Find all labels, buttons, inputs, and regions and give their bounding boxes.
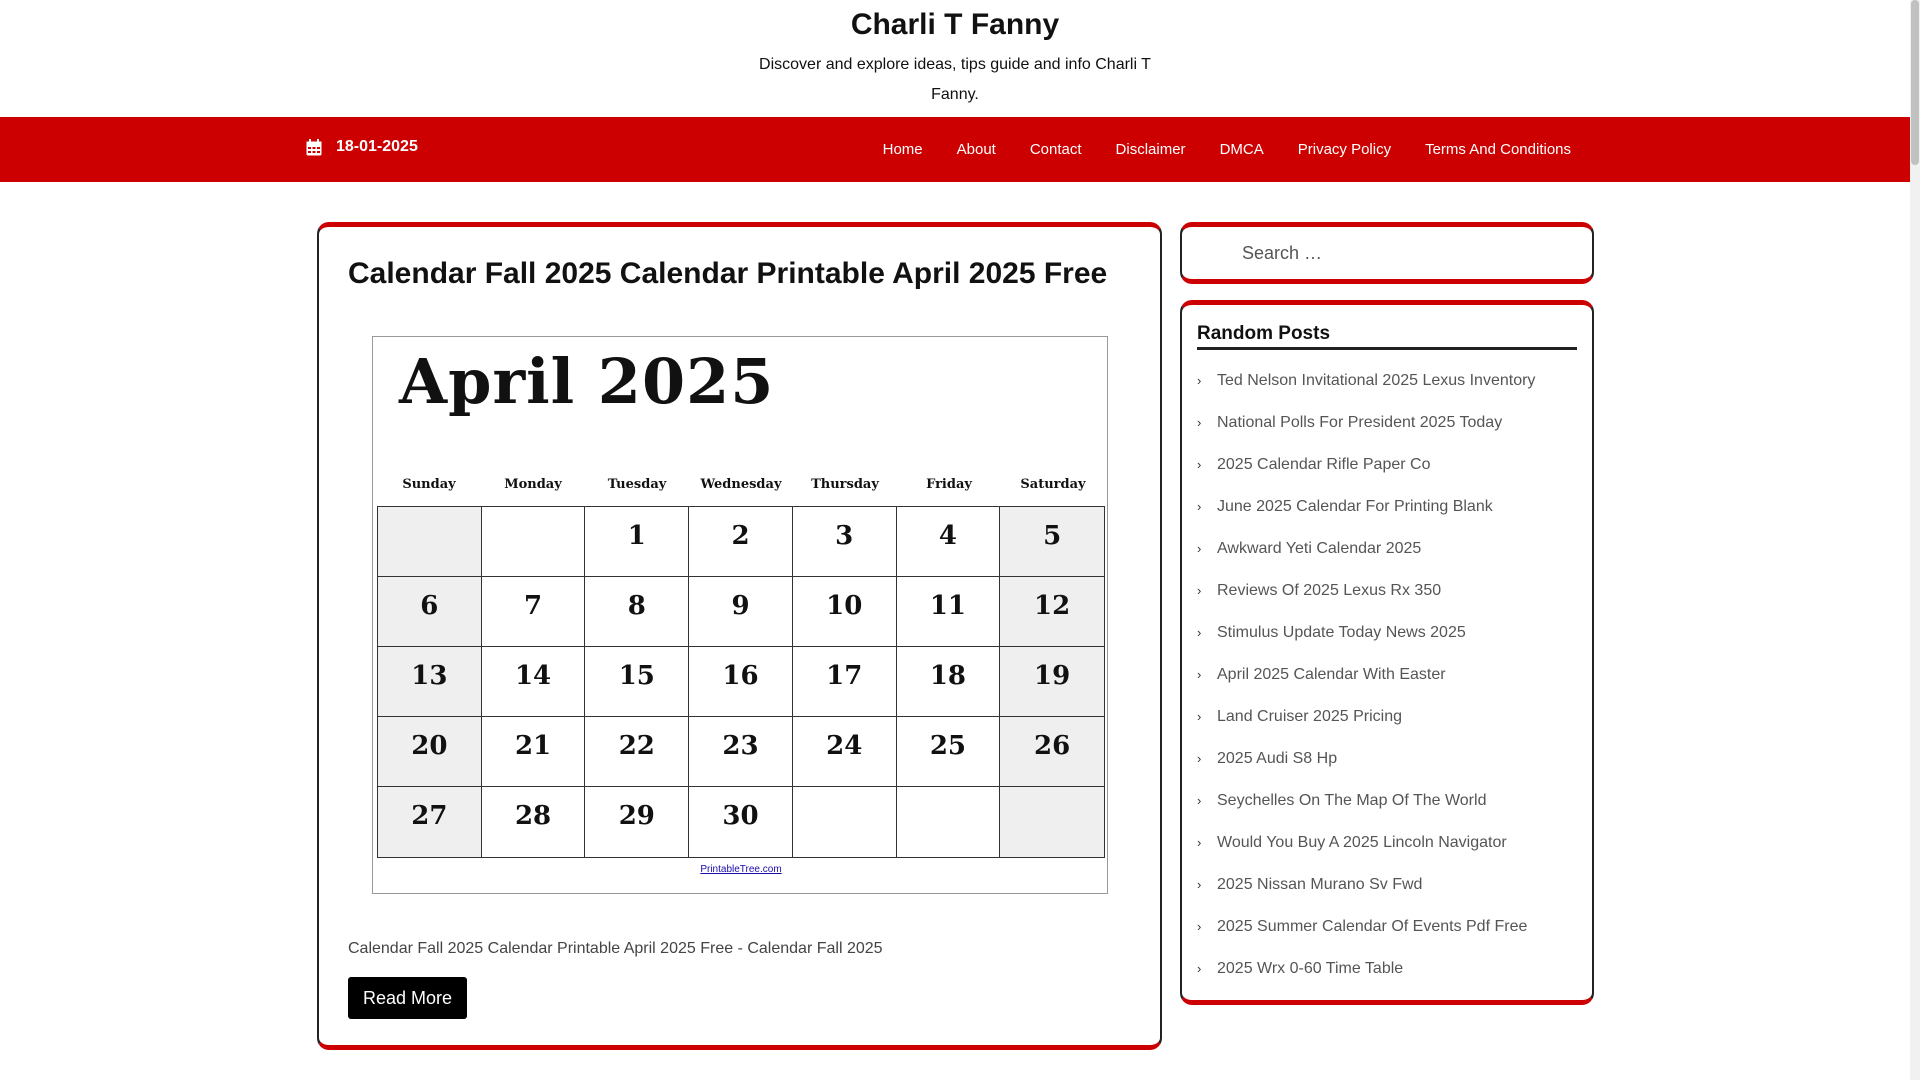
random-post-title: June 2025 Calendar For Printing Blank [1217, 498, 1493, 515]
page-scrollbar[interactable] [1910, 0, 1920, 1080]
calendar-day-cell: 4 [897, 507, 1001, 577]
calendar-day-cell: 7 [482, 577, 586, 647]
random-post-link[interactable] [1197, 528, 1577, 570]
weekday-label: Sunday [402, 477, 456, 492]
calendar-heading: April 2025 [399, 345, 775, 418]
image-credit-link: PrintableTree.com [700, 864, 782, 875]
weekday-label: Saturday [1020, 477, 1086, 492]
calendar-day-cell: 16 [689, 647, 793, 717]
calendar-day-cell: 2 [689, 507, 793, 577]
chevron-right-icon: › [1197, 877, 1202, 892]
calendar-day-cell: 10 [793, 577, 897, 647]
chevron-right-icon: › [1197, 709, 1202, 724]
calendar-day-cell: 23 [689, 717, 793, 787]
chevron-right-icon: › [1197, 919, 1202, 934]
random-post-title: National Polls For President 2025 Today [1217, 414, 1503, 431]
read-more-button[interactable]: Read More [348, 977, 467, 1019]
calendar-day-cell: 24 [793, 717, 897, 787]
random-post-link[interactable] [1197, 444, 1577, 486]
calendar-day-cell: 28 [482, 787, 586, 857]
calendar-day-cell: 8 [585, 577, 689, 647]
post-card [317, 222, 1162, 1050]
chevron-right-icon: › [1197, 499, 1202, 514]
site-title[interactable]: Charli T Fanny [850, 8, 1060, 41]
calendar-day-cell [897, 787, 1001, 857]
weekday-label: Monday [504, 477, 562, 492]
calendar-day-cell: 22 [585, 717, 689, 787]
random-post-link[interactable] [1197, 360, 1577, 402]
calendar-day-cell: 1 [585, 507, 689, 577]
calendar-day-cell: 27 [378, 787, 482, 857]
random-post-title: April 2025 Calendar With Easter [1217, 666, 1446, 683]
chevron-right-icon: › [1197, 625, 1202, 640]
header-date [306, 138, 418, 156]
chevron-right-icon: › [1197, 583, 1202, 598]
search-input[interactable] [1202, 227, 1572, 279]
calendar-day-cell: 20 [378, 717, 482, 787]
main-navbar [0, 117, 1910, 182]
calendar-day-cell: 15 [585, 647, 689, 717]
random-post-title: Awkward Yeti Calendar 2025 [1217, 540, 1422, 557]
random-post-title: 2025 Nissan Murano Sv Fwd [1217, 876, 1423, 893]
nav-item-about[interactable]: About [956, 141, 996, 158]
chevron-right-icon: › [1197, 667, 1202, 682]
calendar-day-cell [793, 787, 897, 857]
chevron-right-icon: › [1197, 793, 1202, 808]
chevron-right-icon: › [1197, 457, 1202, 472]
chevron-right-icon: › [1197, 373, 1202, 388]
random-post-link[interactable] [1197, 696, 1577, 738]
random-post-title: 2025 Summer Calendar Of Events Pdf Free [1217, 918, 1528, 935]
random-post-title: 2025 Calendar Rifle Paper Co [1217, 456, 1431, 473]
random-post-link[interactable] [1197, 570, 1577, 612]
calendar-grid [377, 506, 1105, 858]
post-image-april-calendar[interactable] [372, 336, 1108, 894]
random-post-link[interactable] [1197, 654, 1577, 696]
calendar-day-cell: 17 [793, 647, 897, 717]
random-post-title: Land Cruiser 2025 Pricing [1217, 708, 1402, 725]
calendar-day-cell: 29 [585, 787, 689, 857]
random-post-link[interactable] [1197, 738, 1577, 780]
post-title[interactable]: Calendar Fall 2025 Calendar Printable April 2025 Free [348, 257, 1108, 290]
random-post-title: Stimulus Update Today News 2025 [1217, 624, 1466, 641]
calendar-day-cell: 6 [378, 577, 482, 647]
calendar-day-cell: 30 [689, 787, 793, 857]
random-post-link[interactable] [1197, 948, 1577, 990]
random-posts-widget [1180, 300, 1594, 1005]
nav-item-disclaimer[interactable]: Disclaimer [1115, 141, 1186, 158]
weekday-label: Thursday [811, 477, 879, 492]
random-post-title: Seychelles On The Map Of The World [1217, 792, 1487, 809]
random-post-link[interactable] [1197, 612, 1577, 654]
random-posts-title: Random Posts [1197, 323, 1577, 350]
calendar-day-cell [482, 507, 586, 577]
random-post-title: Ted Nelson Invitational 2025 Lexus Inventory [1217, 372, 1536, 389]
random-post-title: Would You Buy A 2025 Lincoln Navigator [1217, 834, 1507, 851]
random-posts-list [1197, 360, 1577, 990]
calendar-day-cell: 25 [897, 717, 1001, 787]
calendar-day-cell: 3 [793, 507, 897, 577]
random-post-title: 2025 Audi S8 Hp [1217, 750, 1338, 767]
search-widget [1180, 222, 1594, 284]
random-post-link[interactable] [1197, 486, 1577, 528]
scrollbar-thumb[interactable] [1911, 0, 1919, 165]
random-post-link[interactable] [1197, 906, 1577, 948]
calendar-day-cell: 11 [897, 577, 1001, 647]
calendar-day-cell: 5 [1000, 507, 1104, 577]
date-text: 18-01-2025 [336, 138, 418, 155]
calendar-day-cell: 21 [482, 717, 586, 787]
calendar-day-cell: 13 [378, 647, 482, 717]
calendar-day-cell: 18 [897, 647, 1001, 717]
weekday-label: Tuesday [607, 477, 667, 492]
calendar-day-cell: 14 [482, 647, 586, 717]
site-description: Discover and explore ideas, tips guide and info Charli T Fanny. [759, 56, 1151, 103]
chevron-right-icon: › [1197, 961, 1202, 976]
weekday-header-row [377, 477, 1105, 492]
chevron-right-icon: › [1197, 835, 1202, 850]
calendar-day-cell [378, 507, 482, 577]
nav-item-privacy-policy[interactable]: Privacy Policy [1297, 141, 1392, 158]
weekday-label: Wednesday [700, 477, 782, 492]
site-header [0, 0, 1920, 117]
random-post-link[interactable] [1197, 402, 1577, 444]
calendar-icon [306, 139, 322, 156]
random-post-title: Reviews Of 2025 Lexus Rx 350 [1217, 582, 1442, 599]
random-post-title: 2025 Wrx 0-60 Time Table [1217, 960, 1404, 977]
weekday-label: Friday [926, 477, 972, 492]
calendar-day-cell: 26 [1000, 717, 1104, 787]
chevron-right-icon: › [1197, 751, 1202, 766]
random-post-link[interactable] [1197, 780, 1577, 822]
chevron-right-icon: › [1197, 415, 1202, 430]
calendar-day-cell: 12 [1000, 577, 1104, 647]
chevron-right-icon: › [1197, 541, 1202, 556]
nav-item-contact[interactable]: Contact [1029, 141, 1082, 158]
calendar-day-cell [1000, 787, 1104, 857]
random-post-link[interactable] [1197, 822, 1577, 864]
random-post-link[interactable] [1197, 864, 1577, 906]
post-excerpt: Calendar Fall 2025 Calendar Printable April 2025 Free - Calendar Fall 2025 [348, 940, 883, 957]
nav-menu [866, 117, 1588, 182]
calendar-day-cell: 19 [1000, 647, 1104, 717]
nav-item-home[interactable]: Home [882, 141, 923, 158]
nav-item-dmca[interactable]: DMCA [1219, 141, 1264, 158]
calendar-day-cell: 9 [689, 577, 793, 647]
nav-item-terms-and-conditions[interactable]: Terms And Conditions [1425, 141, 1571, 158]
